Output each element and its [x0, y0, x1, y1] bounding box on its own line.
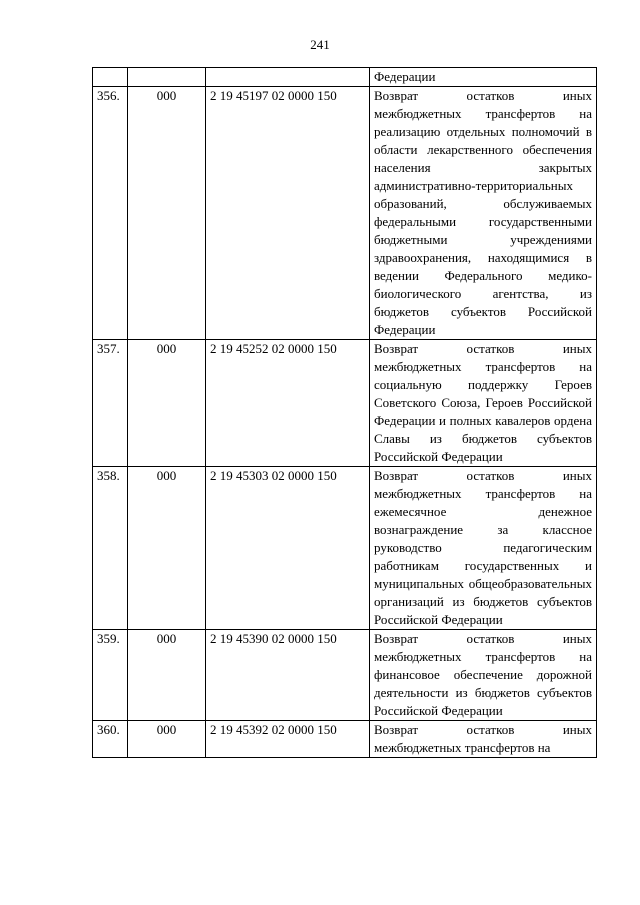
row-name-cell: Возврат остатков иных межбюджетных трансфертов на ежемесячное денежное вознаграждение за классное руководство педагогическим работникам государственных и муниципальных общеобразовательных организаций из бюджетов субъектов Российской Федерации: [370, 467, 597, 630]
admin-code-cell: 000: [128, 721, 206, 758]
row-name-cell: Федерации: [370, 68, 597, 87]
row-name-cell: Возврат остатков иных межбюджетных трансфертов на финансовое обеспечение дорожной деятельности из бюджетов субъектов Российской Федерации: [370, 630, 597, 721]
admin-code-cell: 000: [128, 467, 206, 630]
row-number-cell: 356.: [93, 87, 128, 340]
admin-code-cell: [128, 68, 206, 87]
row-name-cell: Возврат остатков иных межбюджетных трансфертов на социальную поддержку Героев Советского Союза, Героев Российской Федерации и полных кавалеров ордена Славы из бюджетов субъектов Российской Федерации: [370, 340, 597, 467]
row-name-cell: Возврат остатков иных межбюджетных трансфертов на: [370, 721, 597, 758]
budget-code-cell: [206, 68, 370, 87]
table-row: [93, 630, 597, 721]
row-number-cell: 357.: [93, 340, 128, 467]
budget-table: [92, 67, 597, 758]
row-number-cell: [93, 68, 128, 87]
row-number-cell: 358.: [93, 467, 128, 630]
budget-code-cell: 2 19 45390 02 0000 150: [206, 630, 370, 721]
admin-code-cell: 000: [128, 87, 206, 340]
table-row: [93, 467, 597, 630]
row-name-cell: Возврат остатков иных межбюджетных трансфертов на реализацию отдельных полномочий в области лекарственного обеспечения населения закрытых административно-территориальных образований, обслуживаемых федеральными государственными бюджетными учреждениями здравоохранения, находящимися в ведении Федерального медико-биологического агентства, из бюджетов субъектов Российской Федерации: [370, 87, 597, 340]
table-row-continuation: [93, 68, 597, 87]
admin-code-cell: 000: [128, 630, 206, 721]
row-number-cell: 360.: [93, 721, 128, 758]
budget-code-cell: 2 19 45252 02 0000 150: [206, 340, 370, 467]
table-row: [93, 340, 597, 467]
row-number-cell: 359.: [93, 630, 128, 721]
budget-code-cell: 2 19 45197 02 0000 150: [206, 87, 370, 340]
table-row: [93, 721, 597, 758]
table-row: [93, 87, 597, 340]
admin-code-cell: 000: [128, 340, 206, 467]
page-number: 241: [310, 37, 330, 52]
budget-code-cell: 2 19 45392 02 0000 150: [206, 721, 370, 758]
budget-code-cell: 2 19 45303 02 0000 150: [206, 467, 370, 630]
